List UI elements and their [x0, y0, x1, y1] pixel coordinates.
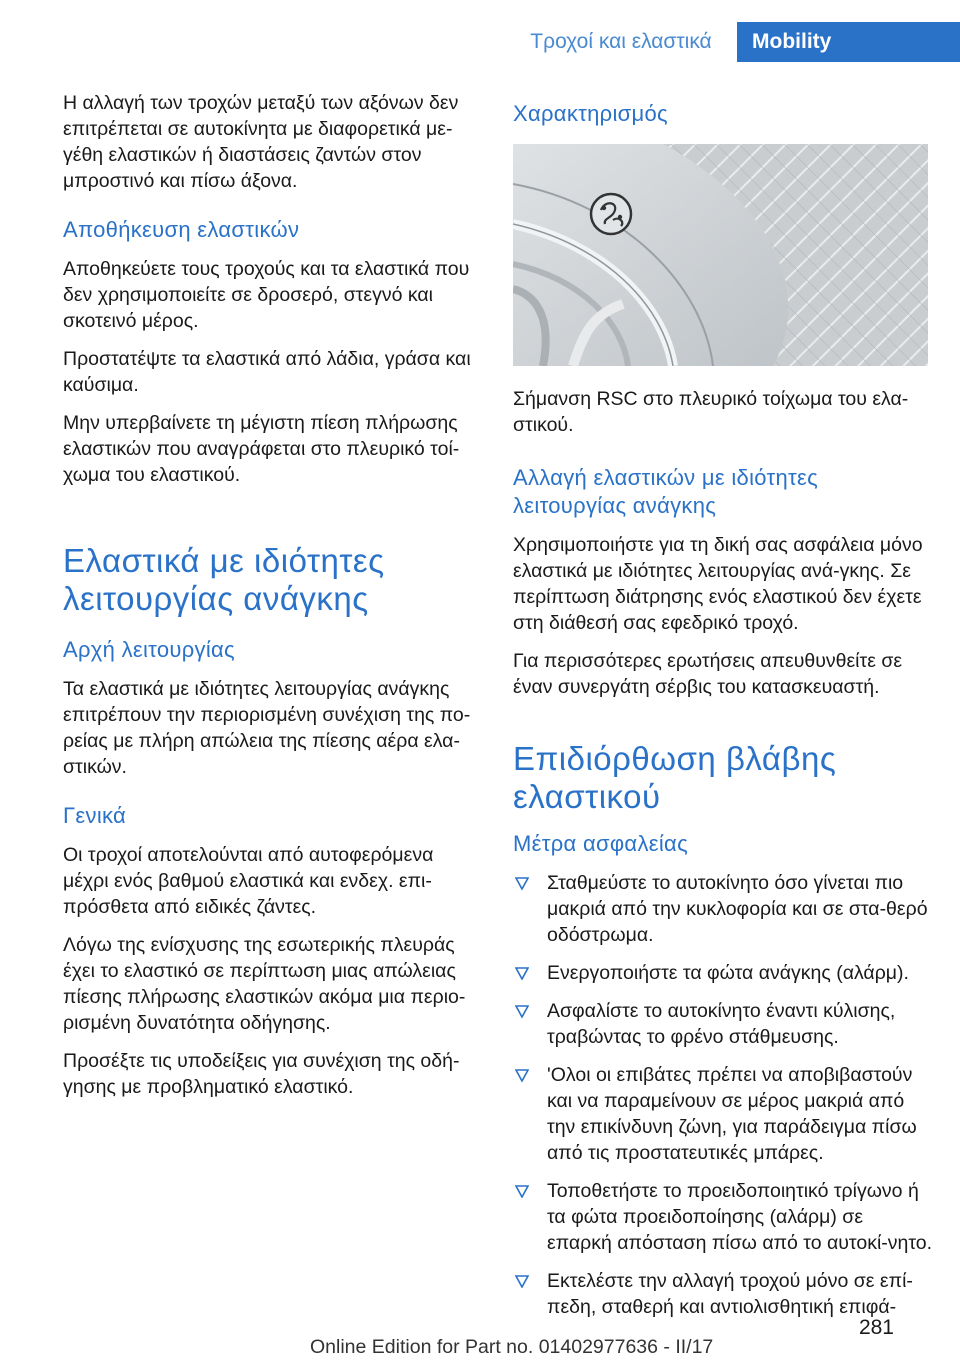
storage-paragraph-1: Αποθηκεύετε τους τροχούς και τα ελαστικά που δεν χρησιμοποιείτε σε δροσερό, στεγνό και σκοτεινό μέρος. [63, 258, 470, 332]
general-paragraph-3: Προσέξτε τις υποδείξεις για συνέχιση της οδή‐γησης με προβληματικό ελαστικό. [63, 1050, 460, 1098]
change-paragraph-1: Χρησιμοποιήστε για τη δική σας ασφάλεια μόνο ελαστικά με ιδιότητες λειτουργίας ανά‐γκης. Σε περίπτωση διάτρησης ενός ελαστικού δεν έχετε στη διάθεσή σας εφεδρικό τροχό. [513, 534, 923, 634]
left-column [63, 90, 481, 1112]
change-heading: Αλλαγή ελαστικών με ιδιότητες λειτουργίας ανάγκης [513, 465, 819, 518]
list-item-text: Τοποθετήστε το προειδοποιητικό τρίγωνο ή τα φώτα προειδοποίησης (αλάρμ) σε επαρκή απόσταση πίσω από το αυτοκί‐νητο. [547, 1180, 933, 1254]
list-item [513, 1268, 933, 1320]
triangle-arrow-icon [515, 1185, 529, 1198]
triangle-arrow-icon [515, 877, 529, 890]
list-item-text: Ασφαλίστε το αυτοκίνητο έναντι κύλισης, τραβώντας το φρένο στάθμευσης. [547, 1000, 896, 1048]
triangle-arrow-icon [515, 1069, 529, 1082]
list-item [513, 1178, 933, 1256]
triangle-arrow-icon [515, 967, 529, 980]
storage-heading: Αποθήκευση ελαστικών [63, 217, 300, 242]
chapter-tab: Mobility [737, 22, 960, 62]
list-item-text: Σταθμεύστε το αυτοκίνητο όσο γίνεται πιο μακριά από την κυκλοφορία και σε στα‐θερό οδόστρωμα. [547, 872, 928, 946]
list-item-text: Ενεργοποιήστε τα φώτα ανάγκης (αλάρμ). [547, 962, 909, 984]
general-paragraph-2: Λόγω της ενίσχυσης της εσωτερικής πλευράς έχει το ελαστικό σε περίπτωση μιας απώλειας πίεσης πλήρωσης ελαστικών ακόμα μια περιο‐ρισμένη δυνατότητα οδήγησης. [63, 934, 466, 1034]
general-heading: Γενικά [63, 803, 127, 828]
repair-title: Επιδιόρθωση βλάβης ελαστικού [513, 740, 837, 815]
list-item [513, 960, 933, 986]
right-column [513, 90, 933, 1332]
list-item-text: 'Ολοι οι επιβάτες πρέπει να αποβιβαστούν και να παραμείνουν σε μέρος μακριά από την επικίνδυνη ζώνη, για παράδειγμα πίσω από τις προστατευτικές μπάρες. [547, 1064, 917, 1164]
principle-heading: Αρχή λειτουργίας [63, 637, 235, 662]
page-number: 281 [858, 1316, 894, 1339]
change-paragraph-2: Για περισσότερες ερωτήσεις απευθυνθείτε σε έναν συνεργάτη σέρβις του κατασκευαστή. [513, 650, 903, 698]
list-item-text: Εκτελέστε την αλλαγή τροχού μόνο σε επί‐πεδη, σταθερή και αντιολισθητική επιφά‐ [547, 1270, 913, 1318]
general-paragraph-1: Οι τροχοί αποτελούνται από αυτοφερόμενα μέχρι ενός βαθμού ελαστικά και ενδεχ. επι‐πρόσθετα από ειδικές ζάντες. [63, 844, 434, 918]
intro-paragraph: Η αλλαγή των τροχών μεταξύ των αξόνων δεν επιτρέπεται σε αυτοκίνητα με διαφορετικά με‐γέθη ελαστικών ή διαστάσεις ζαντών στον μπροστινό και πίσω άξονα. [63, 92, 459, 192]
principle-paragraph: Τα ελαστικά με ιδιότητες λειτουργίας ανάγκης επιτρέπουν την περιορισμένη συνέχιση της πο‐ρείας με πλήρη απώλεια της πίεσης αέρα ελα‐στικών. [63, 678, 471, 778]
safety-heading: Μέτρα ασφαλείας [513, 831, 688, 856]
rsc-marking-icon [591, 194, 631, 234]
safety-steps-list [513, 870, 933, 1320]
tyre-rsc-figure [513, 144, 928, 366]
figure-caption: Σήμανση RSC στο πλευρικό τοίχωμα του ελα‐στικού. [513, 388, 909, 436]
triangle-arrow-icon [515, 1005, 529, 1018]
page-header [0, 0, 960, 62]
list-item [513, 1062, 933, 1166]
edition-footer: Online Edition for Part no. 01402977636 - II/17 [310, 1336, 714, 1358]
storage-paragraph-3: Μην υπερβαίνετε τη μέγιστη πίεση πλήρωσης ελαστικών που αναγράφεται στο πλευρικό τοί‐χωμα του ελαστικού. [63, 412, 460, 486]
runflat-title: Ελαστικά με ιδιότητες λειτουργίας ανάγκης [63, 542, 385, 617]
list-item [513, 998, 933, 1050]
triangle-arrow-icon [515, 1275, 529, 1288]
storage-paragraph-2: Προστατέψτε τα ελαστικά από λάδια, γράσα και καύσιμα. [63, 348, 471, 396]
marking-heading: Χαρακτηρισμός [513, 101, 668, 126]
list-item [513, 870, 933, 948]
section-title: Τροχοί και ελαστικά [530, 30, 712, 53]
